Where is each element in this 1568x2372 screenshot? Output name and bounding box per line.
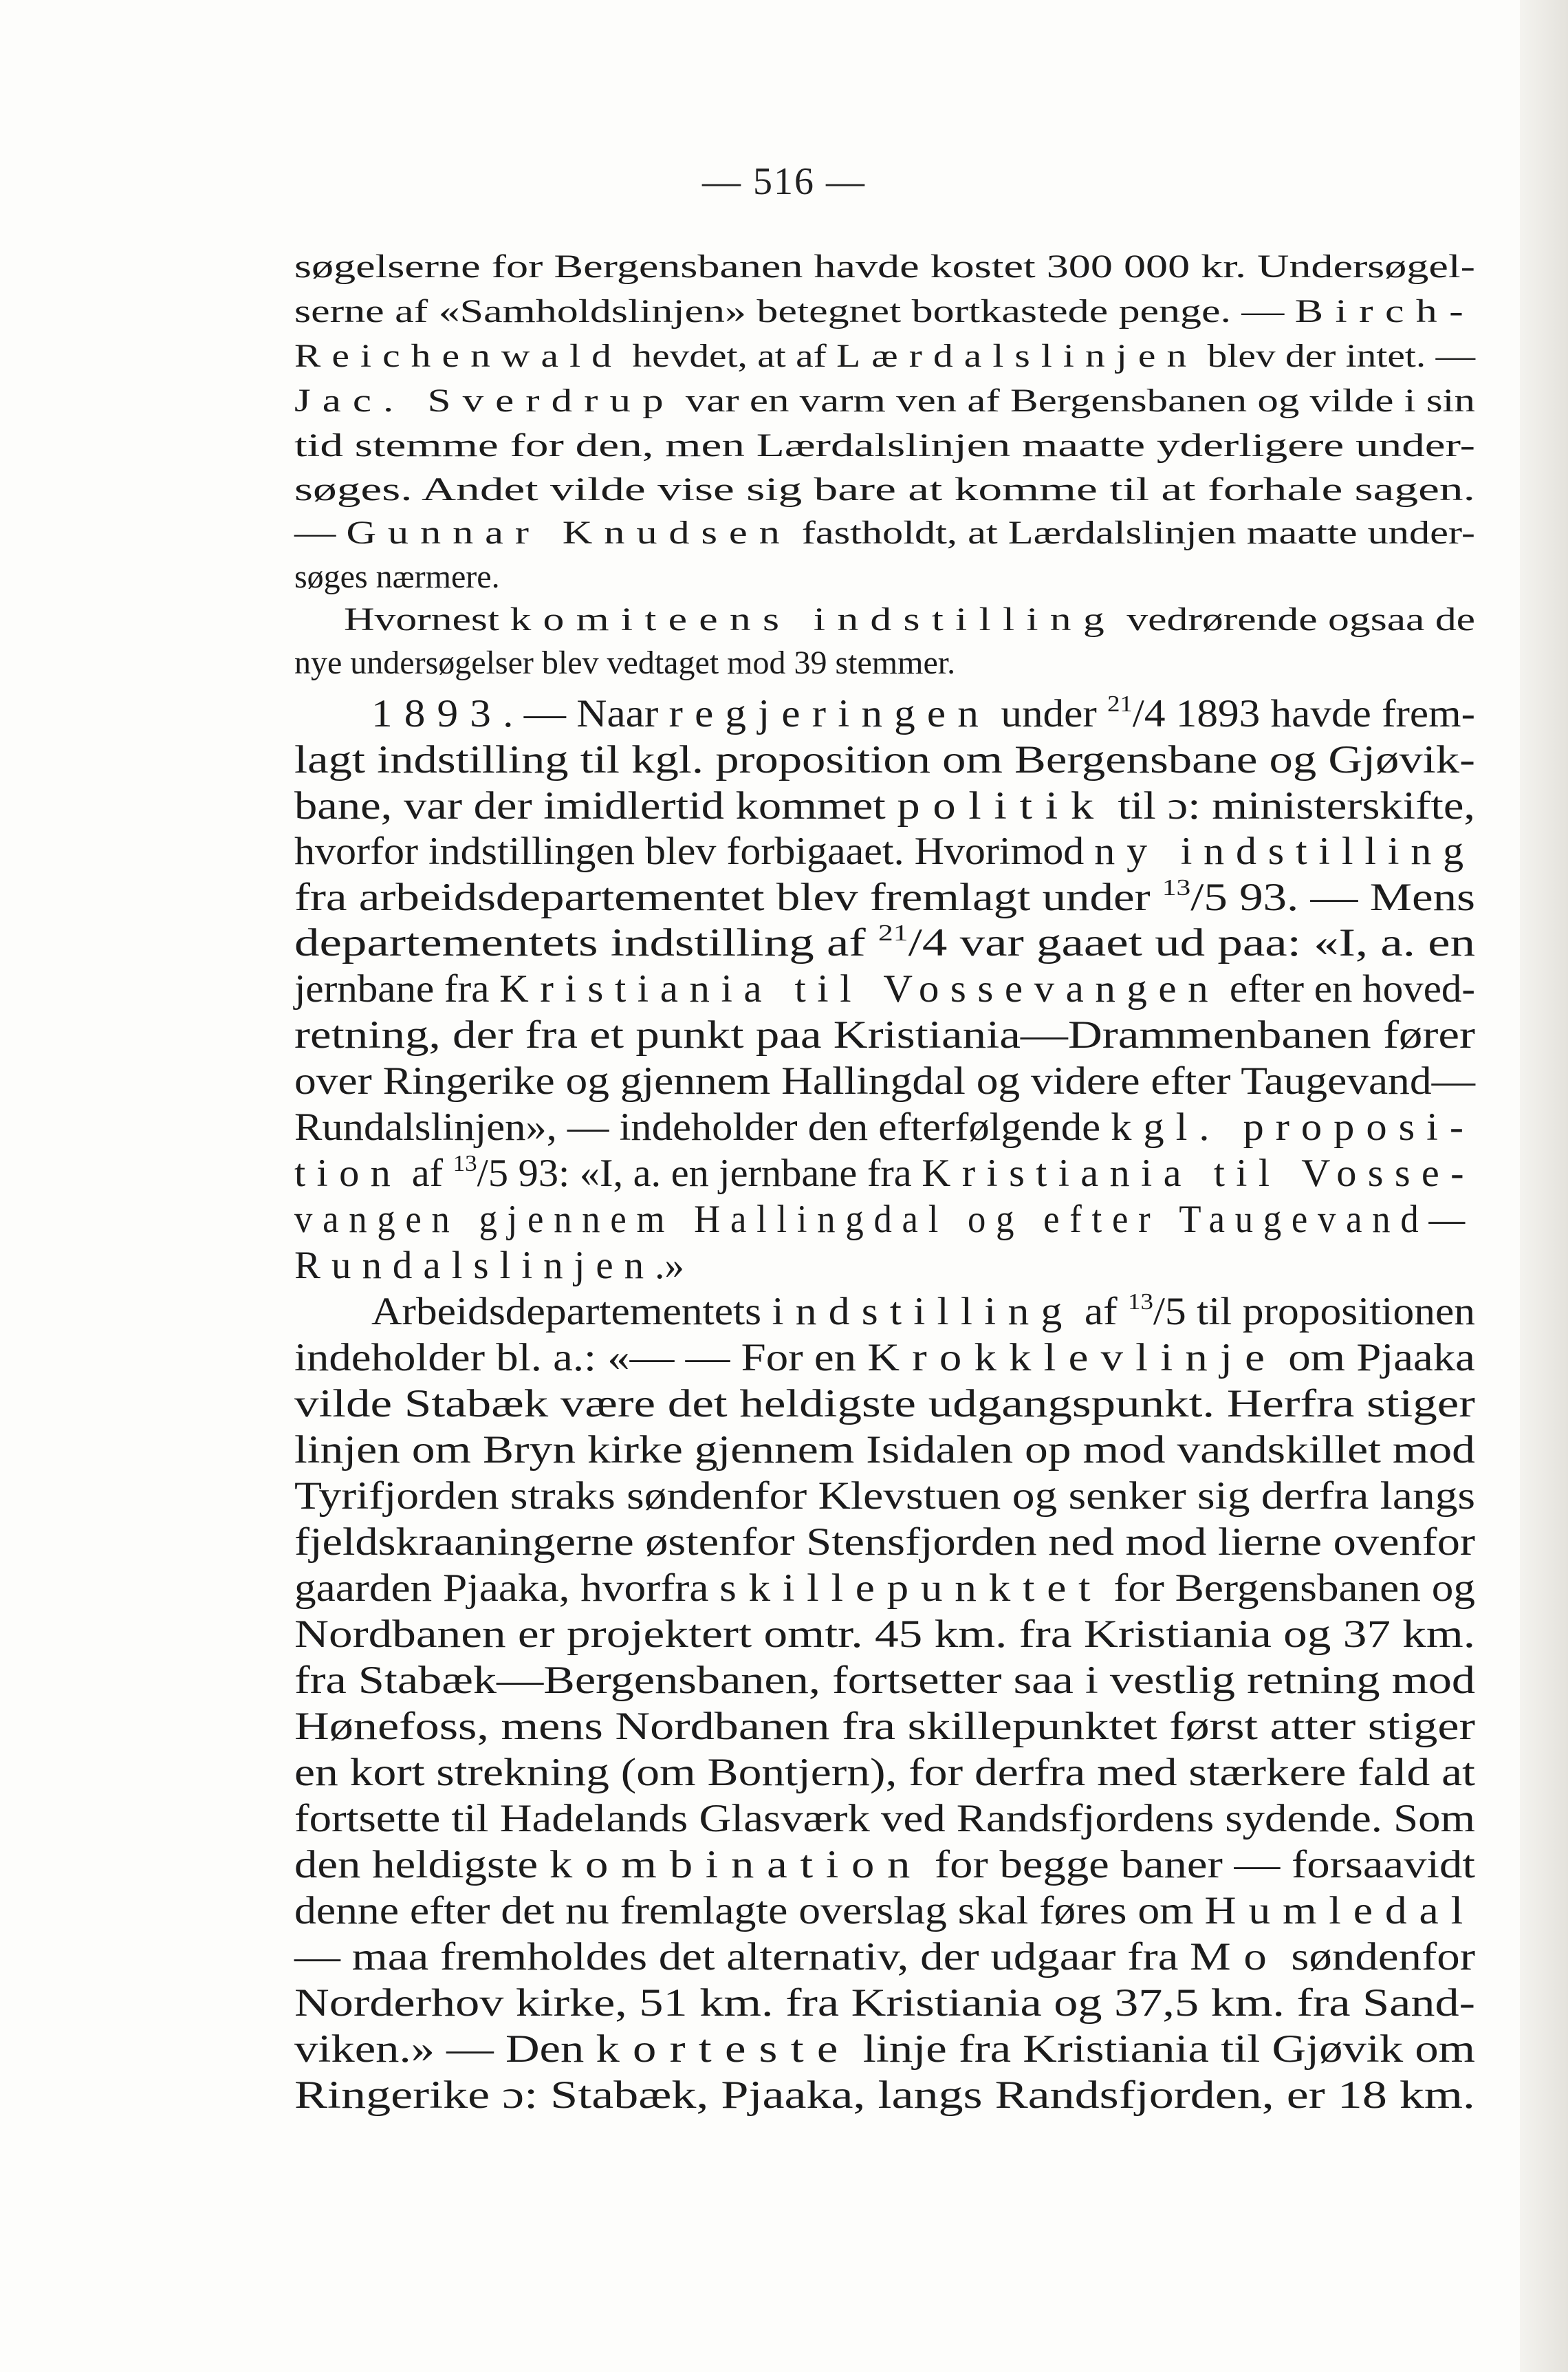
text-segment: fortsette til Hadelands Glasværk ved Randsfjordens sydende. Som xyxy=(294,1797,1475,1840)
text-segment: /5 93. — Mens xyxy=(1190,876,1475,919)
spaced-emphasis: Birch- xyxy=(1294,293,1476,330)
spaced-emphasis: Rundalslinjen xyxy=(294,1244,655,1287)
text-segment: jernbane fra xyxy=(294,967,500,1011)
text-line xyxy=(294,1981,1475,2025)
text-segment: søndenfor xyxy=(1279,1935,1476,1979)
text-segment: bane, var der imidlertid kommet xyxy=(294,784,897,828)
text-line xyxy=(294,1381,1475,1426)
text-line xyxy=(294,1105,1475,1150)
text-segment: fastholdt, at Lærdalslinjen maatte under- xyxy=(791,515,1475,551)
text-line xyxy=(344,601,1475,638)
spaced-emphasis: komiteens indstilling xyxy=(510,601,1116,638)
text-line xyxy=(294,829,1475,874)
fraction-numerator: 21 xyxy=(1107,691,1133,717)
text-segment: .» xyxy=(655,1244,684,1287)
text-segment: linje fra Kristiania til Gjøvik om xyxy=(851,2027,1476,2071)
text-segment: lagt indstilling til kgl. proposition om Bergensbane og Gjøvik- xyxy=(294,738,1475,781)
text-segment: Ringerike ɔ: Stabæk, Pjaaka, langs Randsfjorden, er 18 km. xyxy=(294,2073,1475,2117)
text-segment: denne efter det nu fremlagte overslag skal føres om xyxy=(294,1889,1205,1932)
text-segment: /4 1893 havde frem- xyxy=(1132,692,1476,735)
spaced-emphasis: ny indstilling xyxy=(1094,830,1475,873)
fraction-numerator: 13 xyxy=(453,1150,477,1176)
text-segment: viken.» — Den xyxy=(294,2027,596,2071)
text-segment: Tyrifjorden straks søndenfor Klevstuen og senker sig derfra langs xyxy=(294,1474,1476,1518)
text-line xyxy=(294,248,1475,285)
text-segment: indeholder bl. a.: «— — For en xyxy=(294,1336,868,1379)
spaced-emphasis: 1893 xyxy=(371,692,503,735)
text-segment: . — Naar xyxy=(503,692,669,735)
text-segment: Rundalslinjen», — indeholder den efterfølgende xyxy=(294,1106,1111,1149)
spaced-emphasis: korteste xyxy=(596,2027,851,2071)
text-segment: gaarden Pjaaka, hvorfra xyxy=(294,1566,720,1610)
text-segment: — maa fremholdes det alternativ, der udgaar fra xyxy=(294,1935,1190,1979)
text-segment: for Bergensbanen og xyxy=(1102,1566,1475,1610)
text-line xyxy=(294,1013,1475,1057)
text-segment: om Pjaaka xyxy=(1277,1336,1475,1379)
text-segment: hevdet, at af xyxy=(622,338,837,374)
spaced-emphasis: politik xyxy=(897,784,1107,828)
spaced-emphasis: kgl. proposi- xyxy=(1111,1106,1476,1149)
text-segment: den heldigste xyxy=(294,1843,549,1886)
fraction-numerator: 21 xyxy=(878,920,908,946)
text-line xyxy=(294,1796,1475,1841)
text-line xyxy=(294,2027,1475,2071)
text-line xyxy=(294,1888,1475,1933)
text-segment: nye undersøgelser blev vedtaget mod 39 stemmer. xyxy=(294,645,956,681)
text-segment: retning, der fra et punkt paa Kristiania—Drammenbanen fører xyxy=(294,1013,1476,1057)
text-segment: Norderhov kirke, 51 km. fra Kristiania og 37,5 km. fra Sand- xyxy=(294,1981,1476,2025)
text-line xyxy=(294,784,1475,828)
spaced-emphasis: indstilling xyxy=(772,1290,1074,1333)
text-segment: af xyxy=(402,1152,453,1195)
text-line xyxy=(294,558,500,596)
text-segment: blev der intet. — xyxy=(1197,338,1476,374)
text-segment: linjen om Bryn kirke gjennem Isidalen op mod vandskillet mod xyxy=(294,1428,1475,1471)
text-segment: departementets indstilling af xyxy=(294,921,878,964)
text-line xyxy=(294,1427,1475,1472)
spaced-emphasis: vangen gjennem Hallingdal og efter Taugevand— xyxy=(294,1198,1475,1241)
fraction-numerator: 13 xyxy=(1127,1289,1153,1315)
text-line xyxy=(294,1197,1475,1242)
text-segment: søges nærmere. xyxy=(294,559,500,595)
spaced-emphasis: skillepunktet xyxy=(719,1566,1103,1610)
text-line xyxy=(294,1335,1475,1380)
page-number: — 516 — xyxy=(702,160,866,203)
spaced-emphasis: Mo xyxy=(1190,1935,1280,1979)
text-line xyxy=(294,1151,1475,1196)
spaced-emphasis: Gunnar Knudsen xyxy=(346,515,792,551)
spaced-emphasis: Jac. Sverdrup xyxy=(294,382,675,419)
text-line xyxy=(294,514,1475,552)
text-line xyxy=(294,1059,1475,1103)
spaced-emphasis: regjeringen xyxy=(668,692,991,735)
spaced-emphasis: kombination xyxy=(549,1843,924,1886)
text-line xyxy=(294,1520,1475,1564)
text-segment: /5 til propositionen xyxy=(1153,1290,1476,1333)
text-segment: en kort strekning (om Bontjern), for derfra med stærkere fald at xyxy=(294,1751,1475,1794)
text-line xyxy=(294,737,1475,782)
text-segment: Arbeidsdepartementets xyxy=(371,1290,772,1333)
text-line xyxy=(294,382,1475,420)
text-segment: fjeldskraaningerne østenfor Stensfjorden ned mod lierne ovenfor xyxy=(294,1520,1475,1564)
text-segment: søgelserne for Bergensbanen havde kostet 300 000 kr. Undersøgel- xyxy=(294,248,1475,285)
text-segment: til ɔ: ministerskifte, xyxy=(1106,784,1476,828)
text-segment: serne af «Samholdslinjen» betegnet bortkastede penge. — xyxy=(294,293,1295,330)
text-segment: fra Stabæk—Bergensbanen, fortsetter saa i vestlig retning mod xyxy=(294,1659,1476,1702)
text-segment: /4 var gaaet ud paa: «I, a. en xyxy=(908,921,1476,964)
text-line xyxy=(294,875,1475,920)
text-line xyxy=(294,920,1475,965)
spaced-emphasis: tion xyxy=(294,1152,402,1195)
text-segment: var en varm ven af Bergensbanen og vilde i sin xyxy=(675,382,1475,419)
text-line xyxy=(294,1750,1475,1795)
text-line xyxy=(294,1658,1475,1703)
text-line xyxy=(294,337,1475,375)
text-line xyxy=(294,2073,1475,2117)
text-line xyxy=(294,292,1475,330)
text-line xyxy=(294,1474,1475,1518)
text-line xyxy=(294,1612,1475,1657)
text-segment: efter en hoved- xyxy=(1219,967,1476,1011)
text-segment: Nordbanen er projektert omtr. 45 km. fra Kristiania og 37 km. xyxy=(294,1613,1476,1656)
text-segment: over Ringerike og gjennem Hallingdal og videre efter Taugevand— xyxy=(294,1059,1475,1103)
text-segment: søges. Andet vilde vise sig bare at komme til at forhale sagen. xyxy=(294,471,1475,508)
text-segment: af xyxy=(1074,1290,1128,1333)
spaced-emphasis: Kristiania til Vosse- xyxy=(922,1152,1475,1195)
text-segment: tid stemme for den, men Lærdalslinjen maatte yderligere under- xyxy=(294,427,1476,464)
text-line xyxy=(294,644,955,682)
spaced-emphasis: Lærdalslinjen xyxy=(836,338,1198,374)
text-segment: vedrørende ogsaa de xyxy=(1115,601,1476,638)
text-line xyxy=(294,471,1475,508)
text-line xyxy=(371,1289,1475,1334)
spaced-emphasis: Kristiania til Vossevangen xyxy=(499,967,1220,1011)
text-line xyxy=(294,1842,1475,1887)
text-segment: — xyxy=(294,515,347,551)
text-line xyxy=(294,1243,684,1288)
text-segment: Hønefoss, mens Nordbanen fra skillepunktet først atter stiger xyxy=(294,1705,1475,1748)
spaced-emphasis: Humledal xyxy=(1204,1889,1476,1932)
fraction-numerator: 13 xyxy=(1162,874,1191,901)
text-segment: Hvornest xyxy=(344,601,510,638)
text-line xyxy=(294,1934,1475,1979)
spaced-emphasis: Reichenwald xyxy=(294,338,622,374)
text-line xyxy=(294,1704,1475,1749)
text-line xyxy=(371,691,1475,736)
text-segment: hvorfor indstillingen blev forbigaaet. Hvorimod xyxy=(294,830,1095,873)
text-segment: /5 93: «I, a. en jernbane fra xyxy=(477,1152,922,1195)
text-segment: vilde Stabæk være det heldigste udgangspunkt. Herfra stiger xyxy=(294,1382,1475,1425)
text-segment: fra arbeidsdepartementet blev fremlagt under xyxy=(294,876,1162,919)
text-segment: under xyxy=(990,692,1108,735)
text-line xyxy=(294,427,1475,464)
text-line xyxy=(294,1566,1475,1610)
text-line xyxy=(294,967,1475,1011)
text-segment: for begge baner — forsaavidt xyxy=(923,1843,1475,1886)
spaced-emphasis: Krokklevlinje xyxy=(867,1336,1278,1379)
